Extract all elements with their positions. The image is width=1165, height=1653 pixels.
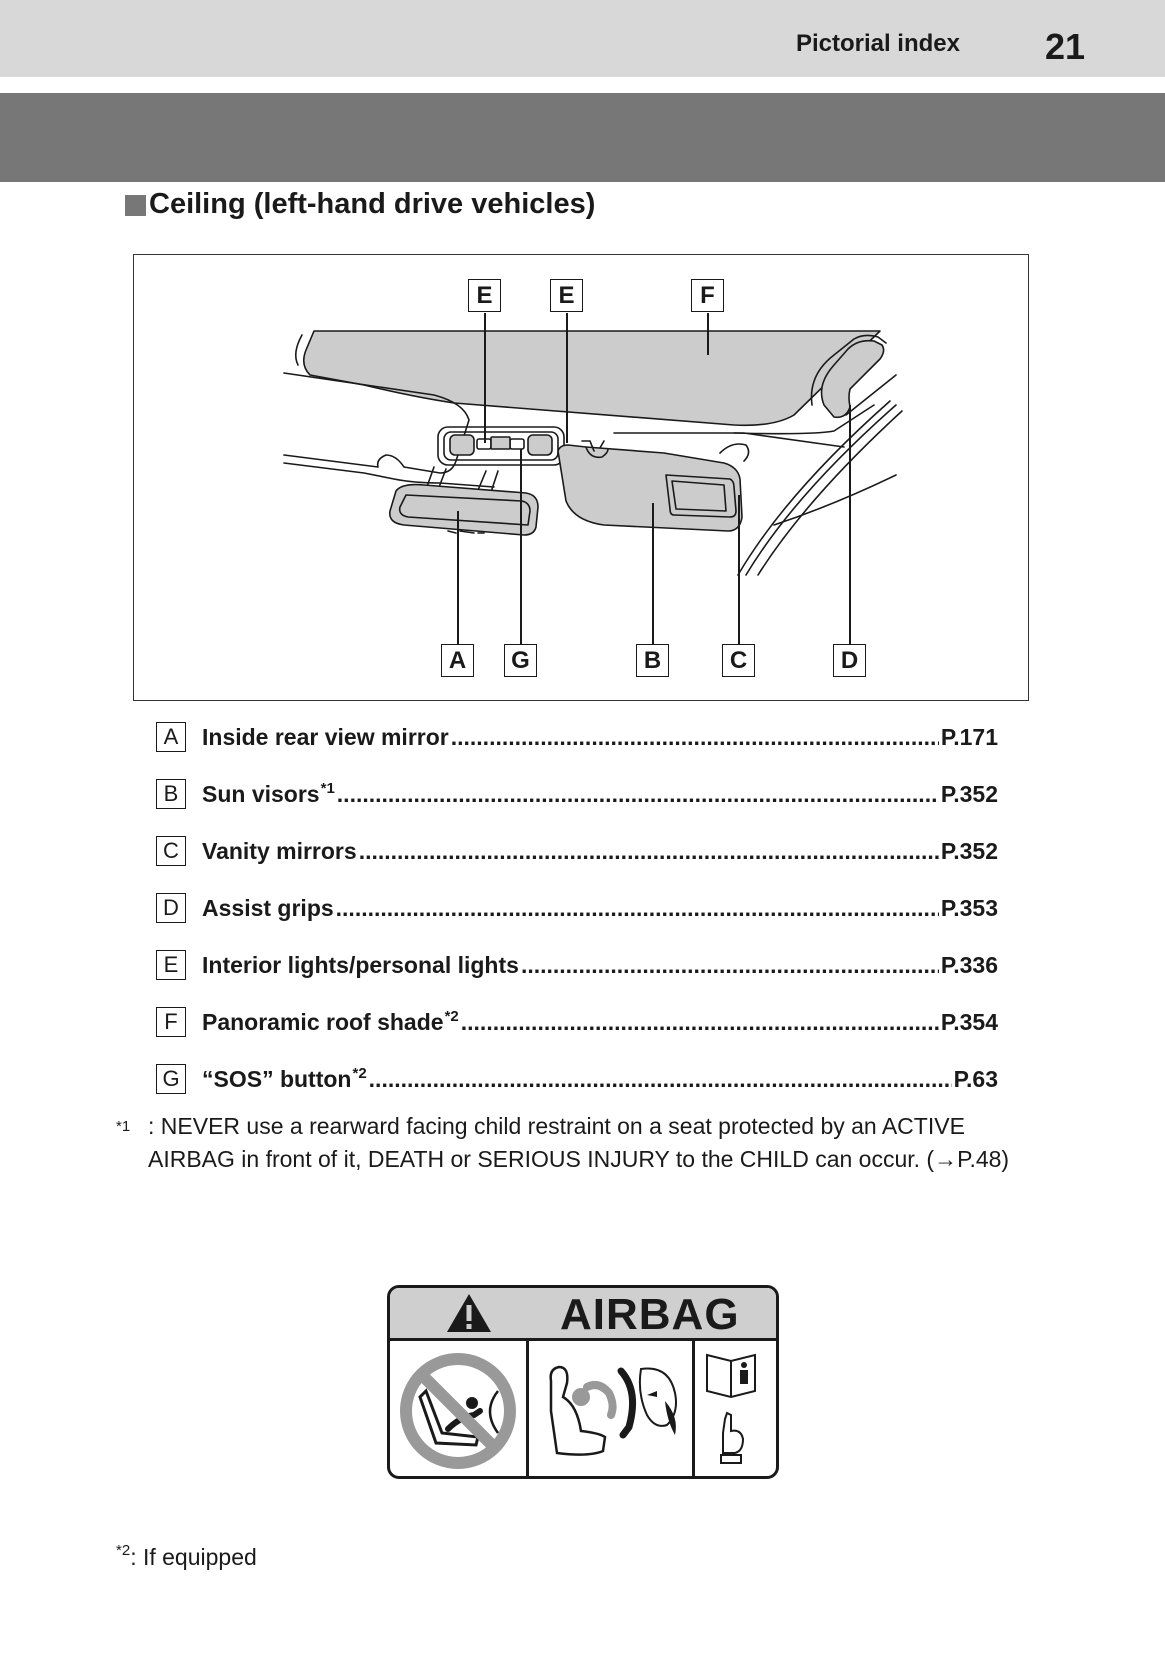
footnote-2-marker: *2 bbox=[116, 1542, 131, 1559]
callout-c: C bbox=[722, 644, 755, 677]
page-number: 21 bbox=[1044, 26, 1085, 67]
leader-dots bbox=[336, 895, 939, 922]
index-item-b[interactable] bbox=[156, 777, 998, 811]
leader-dots bbox=[521, 952, 939, 979]
leader-dots bbox=[461, 1009, 939, 1036]
page-link[interactable]: P.63 bbox=[953, 1065, 998, 1092]
leader-dots bbox=[337, 781, 939, 808]
item-label: “SOS” button$^{*2}$ bbox=[202, 1065, 367, 1092]
item-key: B bbox=[156, 779, 186, 809]
airbag-label-header bbox=[390, 1288, 776, 1341]
read-manual-icon bbox=[695, 1341, 770, 1479]
callout-e-right: E bbox=[550, 279, 583, 312]
heading-square-icon bbox=[125, 195, 146, 216]
page-link[interactable]: P.171 bbox=[940, 723, 998, 750]
airbag-deploy-icon bbox=[529, 1341, 695, 1479]
index-item-g[interactable] bbox=[156, 1062, 998, 1096]
footnote-2-text: : If equipped bbox=[130, 1544, 257, 1570]
callout-e-left: E bbox=[468, 279, 501, 312]
item-label: Sun visors$^{*1}$ bbox=[202, 780, 335, 807]
ceiling-illustration bbox=[134, 255, 1030, 702]
chapter-band bbox=[0, 93, 1165, 182]
footnote-2 bbox=[116, 1542, 257, 1571]
index-item-c[interactable] bbox=[156, 834, 998, 868]
ceiling-diagram bbox=[133, 254, 1029, 701]
footnote-ref: *2 bbox=[444, 1008, 459, 1025]
footnote-1 bbox=[116, 1110, 1046, 1176]
index-item-f[interactable] bbox=[156, 1005, 998, 1039]
item-key: D bbox=[156, 893, 186, 923]
index-item-a[interactable] bbox=[156, 720, 998, 754]
item-label: Vanity mirrors bbox=[202, 837, 357, 864]
callout-a: A bbox=[441, 644, 474, 677]
footnote-ref: *2 bbox=[352, 1065, 367, 1082]
airbag-title: AIRBAG bbox=[560, 1290, 740, 1339]
item-label: Assist grips bbox=[202, 894, 334, 921]
footnote-1-text: : NEVER use a rearward facing child restraint on a seat protected by an ACTIVE AIRBAG in front of it, DEATH or SERIOUS INJURY to the CHILD can occur. (→P.48) bbox=[148, 1113, 1010, 1172]
page-link[interactable]: P.353 bbox=[940, 894, 998, 921]
item-key: E bbox=[156, 950, 186, 980]
item-key: G bbox=[156, 1064, 186, 1094]
index-item-e[interactable] bbox=[156, 948, 998, 982]
item-key: A bbox=[156, 722, 186, 752]
leader-dots bbox=[359, 838, 939, 865]
airbag-warning-label bbox=[387, 1285, 779, 1479]
page-link[interactable]: P.354 bbox=[940, 1008, 998, 1035]
callout-b: B bbox=[636, 644, 669, 677]
index-item-d[interactable] bbox=[156, 891, 998, 925]
heading-text: Ceiling (left-hand drive vehicles) bbox=[149, 188, 596, 220]
callout-f: F bbox=[691, 279, 724, 312]
leader-dots bbox=[369, 1066, 952, 1093]
no-rear-facing-child-seat-icon bbox=[390, 1341, 529, 1479]
footnote-1-marker: *1 bbox=[116, 1118, 131, 1135]
item-key: C bbox=[156, 836, 186, 866]
item-key: F bbox=[156, 1007, 186, 1037]
page-header-band bbox=[0, 0, 1165, 77]
item-label: Inside rear view mirror bbox=[202, 723, 449, 750]
item-label: Panoramic roof shade$^{*2}$ bbox=[202, 1008, 459, 1035]
page-link[interactable]: P.336 bbox=[940, 951, 998, 978]
footnote-ref: *1 bbox=[320, 780, 335, 797]
callout-d: D bbox=[833, 644, 866, 677]
airbag-label-body bbox=[390, 1341, 776, 1479]
page-link[interactable]: P.352 bbox=[940, 837, 998, 864]
callout-g: G bbox=[504, 644, 537, 677]
leader-dots bbox=[451, 724, 939, 751]
page-heading bbox=[125, 188, 595, 221]
page-link[interactable]: P.352 bbox=[940, 780, 998, 807]
section-title: Pictorial index bbox=[795, 30, 960, 57]
warning-triangle-icon bbox=[445, 1292, 493, 1334]
item-label: Interior lights/personal lights bbox=[202, 951, 519, 978]
